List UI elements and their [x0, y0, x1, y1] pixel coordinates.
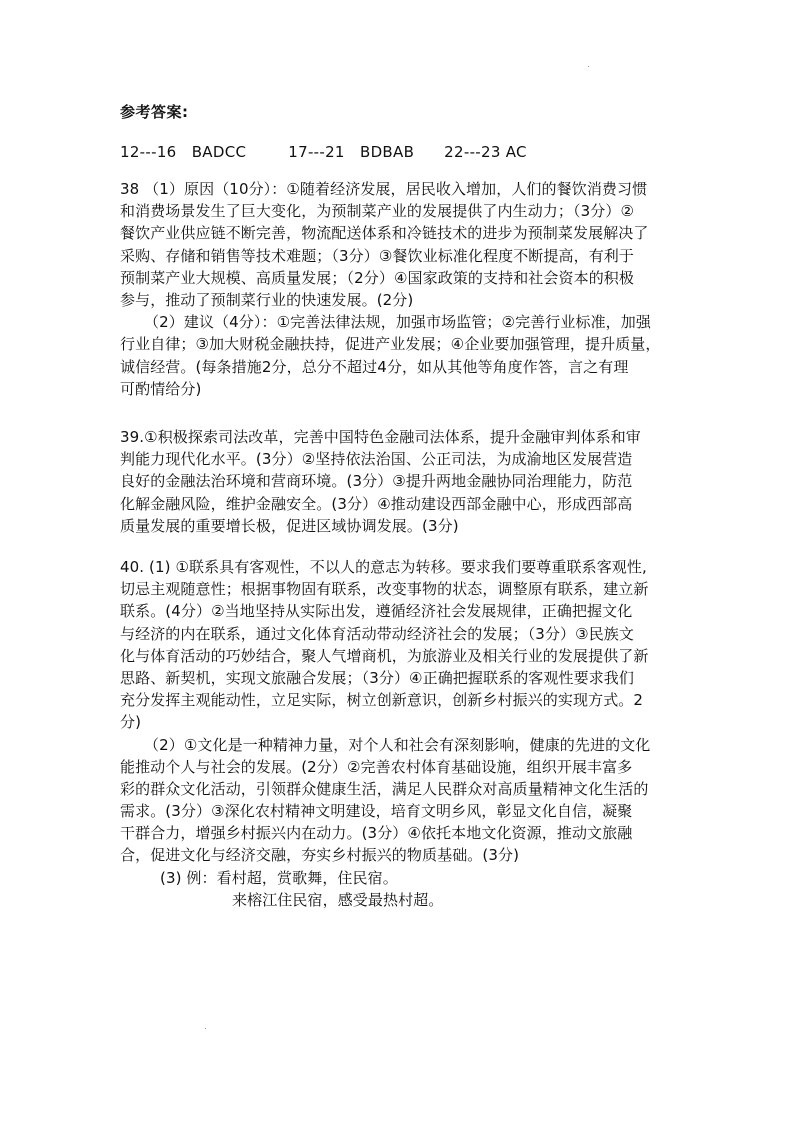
- q39-line: 判能力现代化水平。(3分）②坚持依法治国、公正司法，为成渝地区发展营造: [120, 450, 633, 469]
- q40-part3-example: (3) 例：看村超，赏歌舞，住民宿。: [160, 868, 398, 887]
- answers-12-16: 12---16 BADCC: [120, 143, 247, 161]
- answers-22-23: 22---23 AC: [444, 143, 527, 161]
- q39-line: 良好的金融法治环境和营商环境。(3分）③提升两地金融协同治理能力，防范: [120, 472, 633, 491]
- q40-line: 40. (1) ①联系具有客观性，不以人的意志为转移。要求我们要尊重联系客观性,: [120, 558, 647, 576]
- q40-part2-line: 干群合力，增强乡村振兴内在动力。(3分）④依托本地文化资源，推动文旅融: [120, 824, 633, 843]
- answers-17-21: 17---21 BDBAB: [288, 143, 415, 161]
- q40-line: 联系。(4分）②当地坚持从实际出发，遵循经济社会发展规律，正确把握文化: [120, 602, 633, 621]
- q38-line: 和消费场景发生了巨大变化，为预制菜产业的发展提供了内生动力；（3分）②: [120, 202, 634, 221]
- q40-part2-line: 合，促进文化与经济交融，夯实乡村振兴的物质基础。(3分): [120, 846, 520, 865]
- q38-line: 参与，推动了预制菜行业的快速发展。(2分): [120, 290, 414, 309]
- q40-line: 化与体育活动的巧妙结合，聚人气增商机，为旅游业及相关行业的发展提供了新: [120, 646, 649, 665]
- q38-line: 餐饮产业供应链不断完善，物流配送体系和冷链技术的进步为预制菜发展解决了: [120, 224, 649, 243]
- q40-part2-line: （2）①文化是一种精神力量，对个人和社会有深刻影响，健康的先进的文化: [144, 735, 651, 754]
- q40-part2-line: 能推动个人与社会的发展。(2分）②完善农村体育基础设施，组织开展丰富多: [120, 757, 633, 776]
- q40-line: 分): [120, 713, 142, 732]
- choice-answers: [120, 143, 527, 161]
- q40-part2-line: 需求。(3分）③深化农村精神文明建设，培育文明乡风，彰显文化自信，凝聚: [120, 802, 633, 821]
- q40-line: 思路、新契机，实现文旅融合发展；（3分）④正确把握联系的客观性要求我们: [120, 668, 634, 687]
- q39-line: 质量发展的重要增长极，促进区域协调发展。(3分): [120, 516, 459, 535]
- question-39: [120, 426, 690, 537]
- q39-line: 39.①积极探索司法改革，完善中国特色金融司法体系，提升金融审判体系和审: [120, 428, 641, 446]
- q40-line: 切忌主观随意性；根据事物固有联系，改变事物的状态，调整原有联系，建立新: [120, 580, 649, 599]
- q39-line: 化解金融风险，维护金融安全。(3分）④推动建设西部金融中心，形成西部高: [120, 494, 633, 513]
- q40-part3-slogan: 来榕江住民宿，感受最热村超。: [232, 890, 444, 909]
- question-40: [120, 556, 690, 911]
- q38-line: 采购、存储和销售等技术难题；（3分）③餐饮业标准化程度不断提高，有利于: [120, 246, 634, 265]
- question-38: [120, 178, 690, 400]
- q38-line: 预制菜产业大规模、高质量发展；（2分）④国家政策的支持和社会资本的积极: [120, 268, 634, 287]
- q40-line: 充分发挥主观能动性，立足实际，树立创新意识，创新乡村振兴的实现方式。2: [120, 691, 644, 710]
- q38-line: 38 （1）原因（10分）：①随着经济发展，居民收入增加，人们的餐饮消费习惯: [120, 180, 648, 198]
- q40-line: 与经济的内在联系，通过文化体育活动带动经济社会的发展；（3分）③民族文: [120, 624, 634, 643]
- q38-part2-line: 可酌情给分): [120, 379, 202, 398]
- q38-part2-line: 诚信经营。(每条措施2分，总分不超过4分，如从其他等角度作答，言之有理: [120, 357, 629, 376]
- q38-part2-line: 行业自律；③加大财税金融扶持，促进产业发展；④企业要加强管理，提升质量，: [120, 335, 661, 354]
- scan-speck: [588, 66, 589, 67]
- scan-speck: [205, 1028, 206, 1029]
- q38-part2-line: （2）建议（4分）：①完善法律法规，加强市场监管；②完善行业标准，加强: [144, 313, 651, 332]
- page-title: 参考答案:: [120, 103, 189, 121]
- q40-part2-line: 彩的群众文化活动，引领群众健康生活，满足人民群众对高质量精神文化生活的: [120, 779, 649, 798]
